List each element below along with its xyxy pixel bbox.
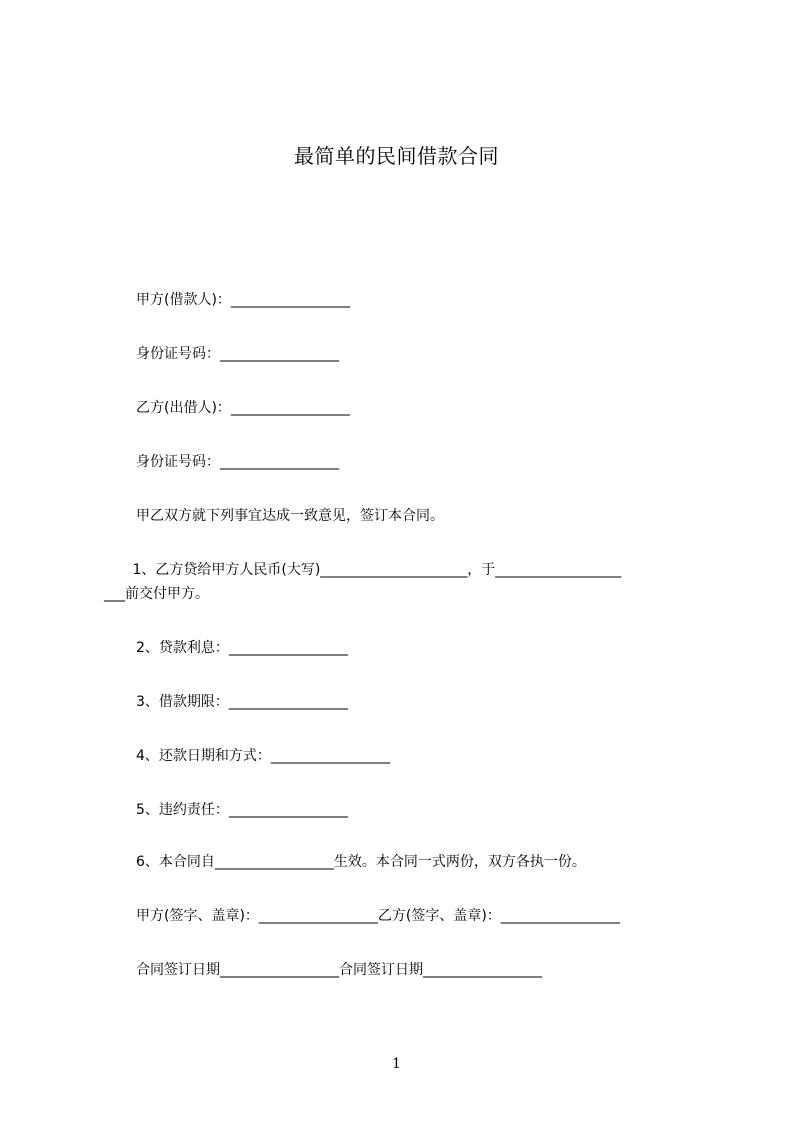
- clause-2-line: 2、贷款利息：_________________: [136, 640, 348, 656]
- party-a-line: 甲方(借款人)：_________________: [136, 292, 350, 308]
- clause-6-line: 6、本合同自_________________生效。本合同一式两份，双方各执一份。: [136, 854, 586, 870]
- clause-5-line: 5、违约责任：_________________: [136, 802, 348, 818]
- clause-4-line: 4、还款日期和方式：_________________: [136, 748, 390, 764]
- page-number: 1: [392, 1056, 401, 1072]
- clause-1-continuation: ___前交付甲方。: [104, 586, 209, 602]
- party-a-id-line: 身份证号码：_________________: [136, 346, 339, 362]
- clause-3-line: 3、借款期限：_________________: [136, 694, 348, 710]
- signature-line: 甲方(签字、盖章)：_________________乙方(签字、盖章)：_________________: [136, 908, 620, 924]
- document-title: 最简单的民间借款合同: [294, 144, 499, 168]
- intro-line: 甲乙双方就下列事宜达成一致意见，签订本合同。: [136, 508, 444, 524]
- signing-date-line: 合同签订日期_________________合同签订日期_________________: [136, 962, 542, 978]
- clause-1-line: 1、乙方贷给甲方人民币(大写)_____________________，于__________________: [128, 562, 622, 578]
- party-b-id-line: 身份证号码：_________________: [136, 454, 339, 470]
- party-b-line: 乙方(出借人)：_________________: [136, 400, 350, 416]
